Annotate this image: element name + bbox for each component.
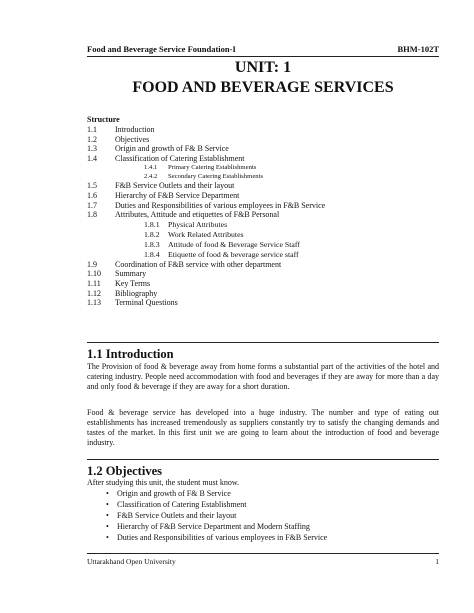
structure-item-text: Introduction	[115, 125, 155, 134]
structure-item	[87, 144, 439, 154]
structure-item-number: 1.2	[87, 134, 97, 144]
structure-item-number: 1.3	[87, 144, 97, 154]
structure-item-text: Primary Catering Establishments	[168, 164, 257, 172]
structure-item-text: Origin and growth of F& B Service	[115, 144, 229, 154]
structure-item-text: Key Terms	[115, 278, 151, 288]
objectives-list	[87, 488, 439, 543]
page-footer	[87, 553, 439, 566]
header-course-title: Food and Beverage Service Foundation-I	[87, 44, 236, 54]
section-heading-objectives: 1.2 Objectives	[87, 459, 439, 478]
structure-item	[87, 279, 439, 289]
structure-item-text: Coordination of F&B service with other department	[115, 259, 282, 269]
objective-text: F&B Service Outlets and their layout	[117, 511, 237, 520]
structure-item-text: Objectives	[115, 134, 150, 144]
structure-item-text: Work Related Attributes	[168, 229, 244, 239]
structure-item-text: Duties and Responsibilities of various employees in F&B Service	[115, 200, 326, 210]
structure-item-number: 1.8.1	[144, 219, 160, 229]
structure-item-number: 1.5	[87, 181, 97, 191]
structure-item-number: 1.13	[87, 298, 101, 308]
bullet-icon: •	[106, 500, 109, 509]
objectives-intro: After studying this unit, the student must know.	[87, 478, 240, 487]
footer-university: Uttarakhand Open University	[87, 557, 176, 566]
objective-text: Classification of Catering Establishment	[117, 500, 247, 509]
structure-item	[87, 269, 439, 279]
structure-item	[87, 125, 439, 135]
structure-item	[87, 250, 439, 260]
structure-item-text: Etiquette of food & beverage service staff	[168, 249, 299, 259]
section-heading-introduction: 1.1 Introduction	[87, 342, 439, 361]
structure-item-number: 1.1	[87, 125, 97, 134]
structure-item-text: Hierarchy of F&B Service Department	[115, 190, 240, 200]
objective-text: Duties and Responsibilities of various employees in F&B Service	[117, 533, 328, 542]
structure-item-text: Attitude of food & Beverage Service Staff	[168, 239, 300, 249]
objective-item	[87, 532, 439, 543]
structure-item	[87, 191, 439, 201]
unit-number: UNIT: 1	[234, 59, 292, 76]
structure-list	[87, 125, 439, 308]
structure-item	[87, 135, 439, 145]
objective-item	[87, 488, 439, 499]
structure-item	[87, 210, 439, 220]
structure-item	[87, 181, 439, 191]
bullet-icon: •	[106, 522, 109, 531]
bullet-icon: •	[106, 489, 109, 498]
structure-item-text: Summary	[115, 269, 147, 279]
structure-item-number: 1.12	[87, 288, 101, 298]
structure-item-number: 2.4.2	[144, 173, 158, 181]
structure-item	[87, 298, 439, 308]
objective-item	[87, 510, 439, 521]
structure-item-text: F&B Service Outlets and their layout	[115, 181, 235, 191]
structure-item-text: Bibliography	[115, 288, 158, 298]
structure-item	[87, 220, 439, 230]
structure-item	[87, 240, 439, 250]
structure-item	[87, 172, 439, 181]
structure-item-number: 1.8	[87, 210, 97, 220]
objective-text: Origin and growth of F& B Service	[117, 489, 231, 498]
structure-item-number: 1.11	[87, 278, 101, 288]
structure-item-number: 1.4.1	[144, 164, 158, 172]
objective-item	[87, 521, 439, 532]
bullet-icon: •	[106, 533, 109, 542]
structure-item-text: Attributes, Attitude and etiquettes of F&B Personal	[115, 210, 280, 220]
footer-page-number: 1	[435, 557, 439, 566]
structure-item	[87, 154, 439, 164]
structure-item	[87, 289, 439, 299]
structure-item-number: 1.8.2	[144, 229, 160, 239]
objective-text: Hierarchy of F&B Service Department and Modern Staffing	[117, 522, 310, 531]
objective-item	[87, 499, 439, 510]
structure-item-number: 1.10	[87, 269, 101, 279]
structure-item-number: 1.4	[87, 153, 97, 163]
structure-item-number: 1.8.3	[144, 239, 160, 249]
page-header	[87, 44, 439, 57]
structure-item-text: Secondary Catering Establishments	[168, 173, 264, 181]
structure-item-number: 1.6	[87, 190, 97, 200]
structure-item-text: Physical Attributes	[168, 219, 228, 229]
structure-item-text: Terminal Questions	[115, 298, 178, 308]
introduction-paragraph-2: Food & beverage service has developed into a huge industry. The number and type of eating out establishments has increased tremendously as suppliers constantly try to satisfy the changing demands and tastes of the market. In this first unit we are going to learn about the introduction of food and beverage industry.	[87, 408, 439, 447]
structure-item	[87, 230, 439, 240]
structure-item	[87, 260, 439, 270]
unit-title: FOOD AND BEVERAGE SERVICES	[132, 79, 394, 96]
structure-item	[87, 163, 439, 172]
structure-item-number: 1.8.4	[144, 249, 160, 259]
introduction-paragraph-1: The Provision of food & beverage away from home forms a substantial part of the activities of the hotel and catering industry. People need accommodation with food and beverages if they are away for more than a day and only food & beverage if they are away for a short duration.	[87, 362, 439, 391]
structure-item-text: Classification of Catering Establishment	[115, 153, 245, 163]
structure-label: Structure	[87, 115, 120, 124]
header-course-code: BHM-102T	[397, 44, 439, 54]
structure-item-number: 1.9	[87, 259, 97, 269]
structure-item-number: 1.7	[87, 200, 97, 210]
bullet-icon: •	[106, 511, 109, 520]
structure-item	[87, 201, 439, 211]
